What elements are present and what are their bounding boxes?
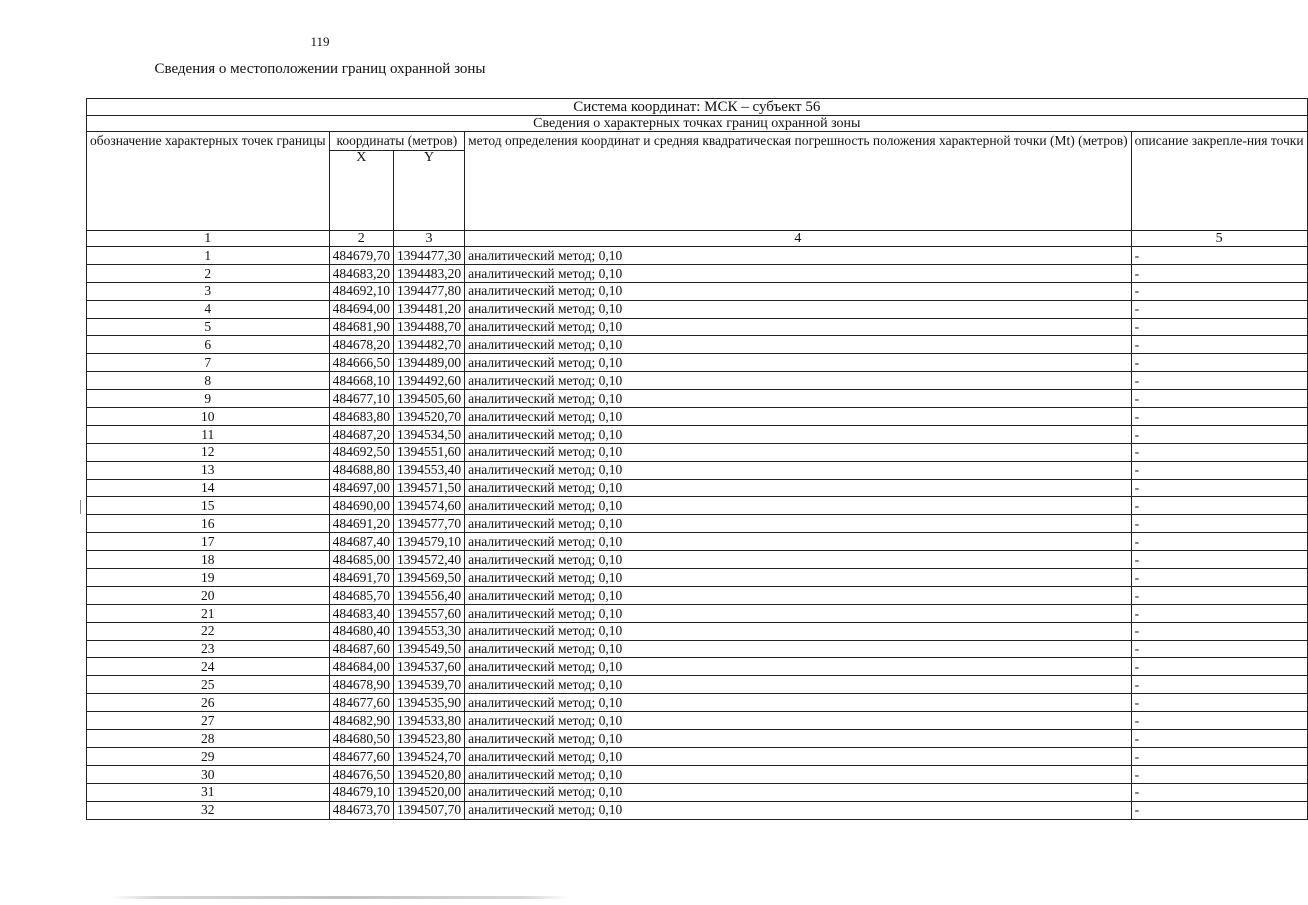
method-cell: аналитический метод; 0,10 xyxy=(465,515,1131,533)
method-cell: аналитический метод; 0,10 xyxy=(465,551,1131,569)
x-coordinate-cell: 484683,20 xyxy=(329,264,393,282)
method-cell: аналитический метод; 0,10 xyxy=(465,264,1131,282)
y-coordinate-cell: 1394523,80 xyxy=(393,730,464,748)
x-coordinate-cell: 484673,70 xyxy=(329,801,393,819)
table-row xyxy=(87,354,1308,372)
point-number-cell: 30 xyxy=(87,765,330,783)
x-coordinate-cell: 484692,10 xyxy=(329,282,393,300)
y-coordinate-cell: 1394489,00 xyxy=(393,354,464,372)
fixing-description-cell: - xyxy=(1131,640,1307,658)
fixing-description-cell: - xyxy=(1131,372,1307,390)
point-number-cell: 7 xyxy=(87,354,330,372)
y-coordinate-cell: 1394520,70 xyxy=(393,408,464,426)
table-row xyxy=(87,461,1308,479)
x-coordinate-cell: 484691,20 xyxy=(329,515,393,533)
point-number-cell: 32 xyxy=(87,801,330,819)
fixing-description-cell: - xyxy=(1131,247,1307,265)
x-coordinate-cell: 484678,20 xyxy=(329,336,393,354)
fixing-description-cell: - xyxy=(1131,461,1307,479)
column-number: 2 xyxy=(329,231,393,247)
x-coordinate-cell: 484677,60 xyxy=(329,747,393,765)
sub-header-row xyxy=(87,116,1308,132)
fixing-description-cell: - xyxy=(1131,264,1307,282)
x-coordinate-cell: 484676,50 xyxy=(329,765,393,783)
x-coordinate-cell: 484680,50 xyxy=(329,730,393,748)
table-row xyxy=(87,694,1308,712)
table-row xyxy=(87,300,1308,318)
table-row xyxy=(87,336,1308,354)
x-coordinate-cell: 484685,00 xyxy=(329,551,393,569)
x-coordinate-cell: 484678,90 xyxy=(329,676,393,694)
fixing-description-cell: - xyxy=(1131,300,1307,318)
point-number-cell: 17 xyxy=(87,533,330,551)
fixing-description-cell: - xyxy=(1131,586,1307,604)
column-number: 5 xyxy=(1131,231,1307,247)
column-number: 4 xyxy=(465,231,1131,247)
x-coordinate-cell: 484680,40 xyxy=(329,622,393,640)
table-row xyxy=(87,318,1308,336)
column-number: 3 xyxy=(393,231,464,247)
table-row xyxy=(87,569,1308,587)
x-coordinate-cell: 484688,80 xyxy=(329,461,393,479)
table-row xyxy=(87,479,1308,497)
y-coordinate-cell: 1394524,70 xyxy=(393,747,464,765)
method-cell: аналитический метод; 0,10 xyxy=(465,479,1131,497)
y-coordinate-cell: 1394520,80 xyxy=(393,765,464,783)
table-row xyxy=(87,390,1308,408)
method-header: метод определения координат и средняя квадратическая погрешность положения характерной точки (Mt) (метров) xyxy=(465,132,1131,231)
point-number-cell: 11 xyxy=(87,425,330,443)
fixing-description-cell: - xyxy=(1131,730,1307,748)
point-number-cell: 1 xyxy=(87,247,330,265)
fixing-description-cell: - xyxy=(1131,658,1307,676)
table-row xyxy=(87,533,1308,551)
table-row xyxy=(87,640,1308,658)
margin-mark xyxy=(80,500,81,514)
fixing-description-cell: - xyxy=(1131,443,1307,461)
table-row xyxy=(87,264,1308,282)
method-cell: аналитический метод; 0,10 xyxy=(465,730,1131,748)
x-coordinate-cell: 484683,40 xyxy=(329,604,393,622)
method-cell: аналитический метод; 0,10 xyxy=(465,783,1131,801)
column-number: 1 xyxy=(87,231,330,247)
method-cell: аналитический метод; 0,10 xyxy=(465,336,1131,354)
point-number-cell: 4 xyxy=(87,300,330,318)
method-cell: аналитический метод; 0,10 xyxy=(465,372,1131,390)
x-coordinate-cell: 484682,90 xyxy=(329,712,393,730)
fixing-description-cell: - xyxy=(1131,712,1307,730)
coordinates-header: координаты (метров) xyxy=(329,132,465,151)
coordinate-system-row xyxy=(87,99,1308,116)
method-cell: аналитический метод; 0,10 xyxy=(465,533,1131,551)
y-coordinate-cell: 1394569,50 xyxy=(393,569,464,587)
x-coordinate-cell: 484692,50 xyxy=(329,443,393,461)
fixing-description-cell: - xyxy=(1131,282,1307,300)
table-row xyxy=(87,622,1308,640)
y-coordinate-cell: 1394539,70 xyxy=(393,676,464,694)
table-row xyxy=(87,658,1308,676)
method-cell: аналитический метод; 0,10 xyxy=(465,247,1131,265)
method-cell: аналитический метод; 0,10 xyxy=(465,712,1131,730)
point-number-cell: 28 xyxy=(87,730,330,748)
x-coordinate-cell: 484684,00 xyxy=(329,658,393,676)
x-coordinate-cell: 484681,90 xyxy=(329,318,393,336)
table-row xyxy=(87,425,1308,443)
point-number-cell: 26 xyxy=(87,694,330,712)
point-number-cell: 2 xyxy=(87,264,330,282)
document-title: Сведения о местоположении границ охранной зоны xyxy=(154,61,486,77)
y-coordinate-cell: 1394551,60 xyxy=(393,443,464,461)
x-coordinate-cell: 484690,00 xyxy=(329,497,393,515)
table-row xyxy=(87,443,1308,461)
method-cell: аналитический метод; 0,10 xyxy=(465,801,1131,819)
method-cell: аналитический метод; 0,10 xyxy=(465,622,1131,640)
y-coordinate-cell: 1394553,30 xyxy=(393,622,464,640)
point-number-cell: 6 xyxy=(87,336,330,354)
table-row xyxy=(87,282,1308,300)
y-coordinate-cell: 1394483,20 xyxy=(393,264,464,282)
table-row xyxy=(87,765,1308,783)
point-number-cell: 15 xyxy=(87,497,330,515)
page-number: 119 xyxy=(310,34,330,49)
x-coordinate-cell: 484677,60 xyxy=(329,694,393,712)
fixing-description-cell: - xyxy=(1131,336,1307,354)
y-coordinate-cell: 1394557,60 xyxy=(393,604,464,622)
point-number-cell: 8 xyxy=(87,372,330,390)
table-row xyxy=(87,551,1308,569)
table-row xyxy=(87,712,1308,730)
method-cell: аналитический метод; 0,10 xyxy=(465,747,1131,765)
x-coordinate-cell: 484679,10 xyxy=(329,783,393,801)
method-cell: аналитический метод; 0,10 xyxy=(465,282,1131,300)
point-number-cell: 20 xyxy=(87,586,330,604)
x-header: X xyxy=(329,151,393,231)
table-row xyxy=(87,372,1308,390)
fixing-description-cell: - xyxy=(1131,354,1307,372)
fixing-description-cell: - xyxy=(1131,408,1307,426)
fixing-description-cell: - xyxy=(1131,497,1307,515)
point-number-cell: 23 xyxy=(87,640,330,658)
coordinate-system-header: Система координат: МСК – субъект 56 xyxy=(87,99,1308,116)
point-number-cell: 25 xyxy=(87,676,330,694)
fixing-description-cell: - xyxy=(1131,801,1307,819)
y-coordinate-cell: 1394533,80 xyxy=(393,712,464,730)
y-header: Y xyxy=(393,151,464,231)
method-cell: аналитический метод; 0,10 xyxy=(465,694,1131,712)
table-row xyxy=(87,515,1308,533)
fixing-description-cell: - xyxy=(1131,604,1307,622)
point-number-cell: 27 xyxy=(87,712,330,730)
y-coordinate-cell: 1394477,30 xyxy=(393,247,464,265)
column-header-row xyxy=(87,132,1308,151)
method-cell: аналитический метод; 0,10 xyxy=(465,354,1131,372)
fixing-description-cell: - xyxy=(1131,533,1307,551)
table-row xyxy=(87,604,1308,622)
method-cell: аналитический метод; 0,10 xyxy=(465,300,1131,318)
x-coordinate-cell: 484683,80 xyxy=(329,408,393,426)
point-number-cell: 3 xyxy=(87,282,330,300)
y-coordinate-cell: 1394505,60 xyxy=(393,390,464,408)
fixing-description-cell: - xyxy=(1131,622,1307,640)
y-coordinate-cell: 1394579,10 xyxy=(393,533,464,551)
table-row xyxy=(87,676,1308,694)
point-number-cell: 22 xyxy=(87,622,330,640)
table-row xyxy=(87,747,1308,765)
x-coordinate-cell: 484687,20 xyxy=(329,425,393,443)
point-number-cell: 5 xyxy=(87,318,330,336)
y-coordinate-cell: 1394549,50 xyxy=(393,640,464,658)
method-cell: аналитический метод; 0,10 xyxy=(465,461,1131,479)
fixing-description-cell: - xyxy=(1131,694,1307,712)
x-coordinate-cell: 484694,00 xyxy=(329,300,393,318)
x-coordinate-cell: 484677,10 xyxy=(329,390,393,408)
fixing-description-cell: - xyxy=(1131,479,1307,497)
method-cell: аналитический метод; 0,10 xyxy=(465,676,1131,694)
y-coordinate-cell: 1394556,40 xyxy=(393,586,464,604)
method-cell: аналитический метод; 0,10 xyxy=(465,408,1131,426)
method-cell: аналитический метод; 0,10 xyxy=(465,658,1131,676)
table-row xyxy=(87,783,1308,801)
fixing-description-cell: - xyxy=(1131,515,1307,533)
x-coordinate-cell: 484687,40 xyxy=(329,533,393,551)
method-cell: аналитический метод; 0,10 xyxy=(465,640,1131,658)
method-cell: аналитический метод; 0,10 xyxy=(465,569,1131,587)
y-coordinate-cell: 1394571,50 xyxy=(393,479,464,497)
y-coordinate-cell: 1394537,60 xyxy=(393,658,464,676)
point-number-cell: 9 xyxy=(87,390,330,408)
point-number-cell: 12 xyxy=(87,443,330,461)
fixing-description-cell: - xyxy=(1131,747,1307,765)
x-coordinate-cell: 484687,60 xyxy=(329,640,393,658)
y-coordinate-cell: 1394572,40 xyxy=(393,551,464,569)
y-coordinate-cell: 1394535,90 xyxy=(393,694,464,712)
x-coordinate-cell: 484668,10 xyxy=(329,372,393,390)
point-number-cell: 14 xyxy=(87,479,330,497)
point-number-cell: 24 xyxy=(87,658,330,676)
fixing-description-cell: - xyxy=(1131,390,1307,408)
method-cell: аналитический метод; 0,10 xyxy=(465,390,1131,408)
y-coordinate-cell: 1394477,80 xyxy=(393,282,464,300)
fixing-description-cell: - xyxy=(1131,318,1307,336)
method-cell: аналитический метод; 0,10 xyxy=(465,497,1131,515)
method-cell: аналитический метод; 0,10 xyxy=(465,425,1131,443)
method-cell: аналитический метод; 0,10 xyxy=(465,604,1131,622)
x-coordinate-cell: 484691,70 xyxy=(329,569,393,587)
method-cell: аналитический метод; 0,10 xyxy=(465,443,1131,461)
method-cell: аналитический метод; 0,10 xyxy=(465,318,1131,336)
y-coordinate-cell: 1394520,00 xyxy=(393,783,464,801)
point-number-cell: 13 xyxy=(87,461,330,479)
y-coordinate-cell: 1394482,70 xyxy=(393,336,464,354)
fixing-description-cell: - xyxy=(1131,765,1307,783)
fixing-description-cell: - xyxy=(1131,425,1307,443)
boundary-points-table xyxy=(86,98,1308,820)
column-number-row xyxy=(87,231,1308,247)
table-row xyxy=(87,801,1308,819)
scan-artifact xyxy=(110,896,570,899)
points-info-header: Сведения о характерных точках границ охранной зоны xyxy=(87,116,1308,132)
x-coordinate-cell: 484679,70 xyxy=(329,247,393,265)
point-designation-header: обозначение характерных точек границы xyxy=(87,132,330,231)
point-number-cell: 21 xyxy=(87,604,330,622)
fixing-description-cell: - xyxy=(1131,551,1307,569)
table-row xyxy=(87,497,1308,515)
table-row xyxy=(87,586,1308,604)
point-number-cell: 19 xyxy=(87,569,330,587)
y-coordinate-cell: 1394507,70 xyxy=(393,801,464,819)
x-coordinate-cell: 484666,50 xyxy=(329,354,393,372)
point-number-cell: 29 xyxy=(87,747,330,765)
method-cell: аналитический метод; 0,10 xyxy=(465,586,1131,604)
point-number-cell: 31 xyxy=(87,783,330,801)
y-coordinate-cell: 1394577,70 xyxy=(393,515,464,533)
fixing-description-cell: - xyxy=(1131,783,1307,801)
fixing-description-header: описание закрепле-ния точки xyxy=(1131,132,1307,231)
method-cell: аналитический метод; 0,10 xyxy=(465,765,1131,783)
table-row xyxy=(87,730,1308,748)
y-coordinate-cell: 1394534,50 xyxy=(393,425,464,443)
point-number-cell: 18 xyxy=(87,551,330,569)
y-coordinate-cell: 1394488,70 xyxy=(393,318,464,336)
point-number-cell: 10 xyxy=(87,408,330,426)
y-coordinate-cell: 1394574,60 xyxy=(393,497,464,515)
y-coordinate-cell: 1394481,20 xyxy=(393,300,464,318)
y-coordinate-cell: 1394492,60 xyxy=(393,372,464,390)
fixing-description-cell: - xyxy=(1131,676,1307,694)
x-coordinate-cell: 484697,00 xyxy=(329,479,393,497)
fixing-description-cell: - xyxy=(1131,569,1307,587)
table-row xyxy=(87,247,1308,265)
y-coordinate-cell: 1394553,40 xyxy=(393,461,464,479)
table-row xyxy=(87,408,1308,426)
x-coordinate-cell: 484685,70 xyxy=(329,586,393,604)
point-number-cell: 16 xyxy=(87,515,330,533)
